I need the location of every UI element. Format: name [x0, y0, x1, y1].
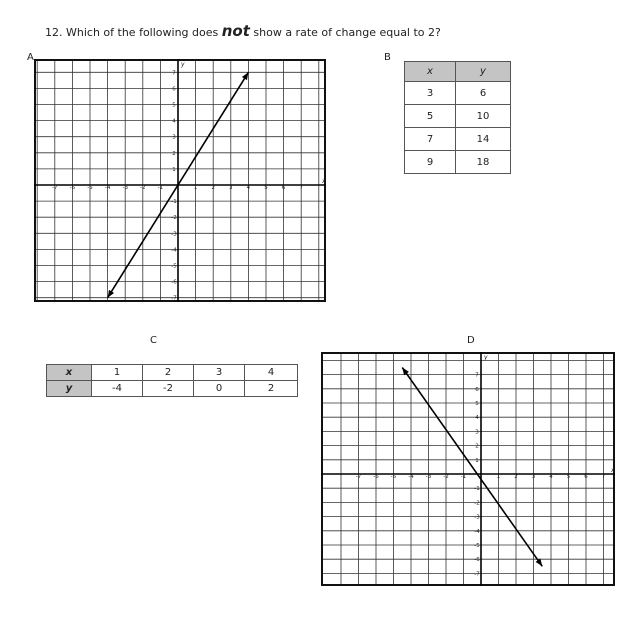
option-a-label: A: [27, 52, 34, 63]
graph-d-x-tick-label: -2: [443, 474, 449, 480]
graph-d-y-tick-label: 3: [475, 429, 479, 436]
graph-a-x-tick-label: 1: [193, 185, 198, 191]
graph-a-y-tick-label: 4: [172, 118, 176, 125]
table-row-x: [47, 365, 298, 381]
table-cell: 5: [405, 105, 456, 128]
graph-d-y-tick-label: 2: [475, 443, 479, 450]
graph-d-x-tick-label: 1: [496, 474, 501, 480]
question-number: 12.: [45, 26, 63, 39]
graph-a-x-tick-label: 3: [229, 185, 233, 191]
graph-a-x-axis-name: x: [322, 178, 326, 185]
graph-d-y-tick-label: -5: [474, 543, 480, 549]
graph-a-y-tick-label: 2: [172, 150, 176, 157]
graph-a-y-tick-label: 6: [172, 86, 176, 93]
graph-d-y-tick-label: 4: [475, 415, 479, 422]
graph-a-x-tick-label: 5: [264, 185, 268, 191]
graph-a-arrowhead: [108, 290, 114, 298]
table-cell: 3: [194, 365, 245, 381]
graph-d-x-tick-label: -7: [355, 474, 362, 480]
graph-d-y-axis-name: y: [484, 354, 488, 361]
table-header-x: x: [405, 62, 456, 82]
table-cell: 0: [194, 381, 245, 397]
graph-a-y-tick-label: 7: [172, 70, 176, 77]
question-text-after: show a rate of change equal to 2?: [253, 26, 441, 39]
graph-a-y-tick-label: -3: [171, 231, 177, 238]
graph-a-x-tick-label: -3: [122, 185, 128, 191]
table-header-row: [405, 62, 511, 82]
question-text: [45, 22, 441, 40]
graph-d-x-tick-label: -6: [373, 474, 379, 480]
graph-d-plotted-line: [402, 368, 542, 567]
option-d-label: D: [467, 335, 475, 346]
table-cell: 18: [456, 151, 511, 174]
graph-a-x-tick-label: 2: [211, 185, 215, 191]
graph-d-x-tick-label: -1: [460, 474, 467, 480]
option-d-graph: [321, 352, 615, 586]
graph-d-y-tick-label: -1: [474, 486, 480, 493]
table-cell: 1: [92, 365, 143, 381]
graph-a-x-tick-label: 7: [299, 185, 303, 191]
graph-a-y-tick-label: 1: [172, 166, 176, 173]
graph-a-arrowhead: [242, 72, 248, 80]
graph-a-x-tick-label: -1: [157, 185, 164, 191]
graph-a-y-tick-label: -7: [171, 295, 177, 302]
graph-a-y-tick-label: -1: [171, 199, 177, 206]
graph-d-y-tick-label: -7: [474, 571, 480, 578]
table-cell: 3: [405, 82, 456, 105]
table-row: [405, 82, 511, 105]
option-b-table: [404, 61, 511, 174]
table-cell: 2: [143, 365, 194, 381]
graph-a-x-tick-label: -2: [140, 185, 146, 191]
graph-d-x-tick-label: -5: [390, 474, 397, 480]
graph-d-arrowhead: [402, 368, 409, 376]
table-row: [405, 128, 511, 151]
graph-d-x-tick-label: -3: [425, 474, 432, 480]
graph-d-x-tick-label: 5: [566, 474, 571, 480]
graph-d-x-tick-label: 4: [549, 474, 553, 480]
table-cell: 2: [245, 381, 298, 397]
graph-d-x-tick-label: 6: [584, 474, 588, 480]
graph-a-x-tick-label: -4: [104, 185, 111, 191]
graph-d-y-tick-label: -4: [474, 528, 480, 535]
table-cell: 14: [456, 128, 511, 151]
table-cell: 7: [405, 128, 456, 151]
table-cell: 4: [245, 365, 298, 381]
table-header-y: y: [456, 62, 511, 82]
graph-a-y-tick-label: 3: [172, 134, 176, 141]
graph-a-y-tick-label: -2: [171, 215, 177, 222]
graph-d-y-tick-label: 6: [475, 386, 479, 393]
graph-a-x-tick-label: -5: [87, 185, 93, 191]
graph-d-border: [322, 353, 614, 585]
graph-a-y-axis-name: y: [181, 61, 185, 68]
graph-d-x-tick-label: 2: [514, 474, 518, 480]
graph-d-y-tick-label: -2: [474, 500, 480, 507]
table-header-x: x: [47, 365, 92, 381]
table-cell: -2: [143, 381, 194, 397]
option-c-label: C: [150, 335, 157, 346]
graph-a-y-tick-label: -5: [171, 263, 177, 270]
graph-d-x-axis-name: x: [611, 467, 615, 474]
graph-d-x-tick-label: 7: [601, 474, 606, 480]
graph-a-x-tick-label: 6: [281, 185, 286, 191]
option-a-graph: [34, 59, 326, 302]
table-cell: 9: [405, 151, 456, 174]
graph-d-y-tick-label: 1: [475, 457, 479, 464]
graph-a-x-tick-label: 4: [246, 185, 251, 191]
graph-a-y-tick-label: -4: [171, 247, 177, 254]
graph-a-y-tick-label: 5: [172, 102, 176, 109]
graph-d-y-tick-label: -6: [474, 557, 480, 564]
graph-a-y-tick-label: -6: [171, 279, 177, 286]
question-emphasis: not: [221, 22, 250, 40]
graph-d-x-tick-label: -4: [408, 474, 414, 480]
table-header-y: y: [47, 381, 92, 397]
graph-d-y-tick-label: 5: [475, 401, 479, 407]
graph-d-arrowhead: [536, 559, 543, 567]
option-c-table: [46, 364, 298, 397]
graph-d-y-tick-label: -3: [474, 514, 480, 521]
graph-d-y-tick-label: 7: [475, 372, 479, 379]
graph-a-x-tick-label: -7: [52, 185, 58, 191]
table-row: [405, 151, 511, 174]
graph-d-x-tick-label: 3: [531, 474, 536, 480]
graph-a-x-tick-label: -6: [69, 185, 76, 191]
question-text-before: Which of the following does: [66, 26, 219, 39]
option-b-label: B: [384, 52, 391, 63]
table-cell: 10: [456, 105, 511, 128]
table-cell: -4: [92, 381, 143, 397]
table-row: [405, 105, 511, 128]
table-cell: 6: [456, 82, 511, 105]
table-row-y: [47, 381, 298, 397]
